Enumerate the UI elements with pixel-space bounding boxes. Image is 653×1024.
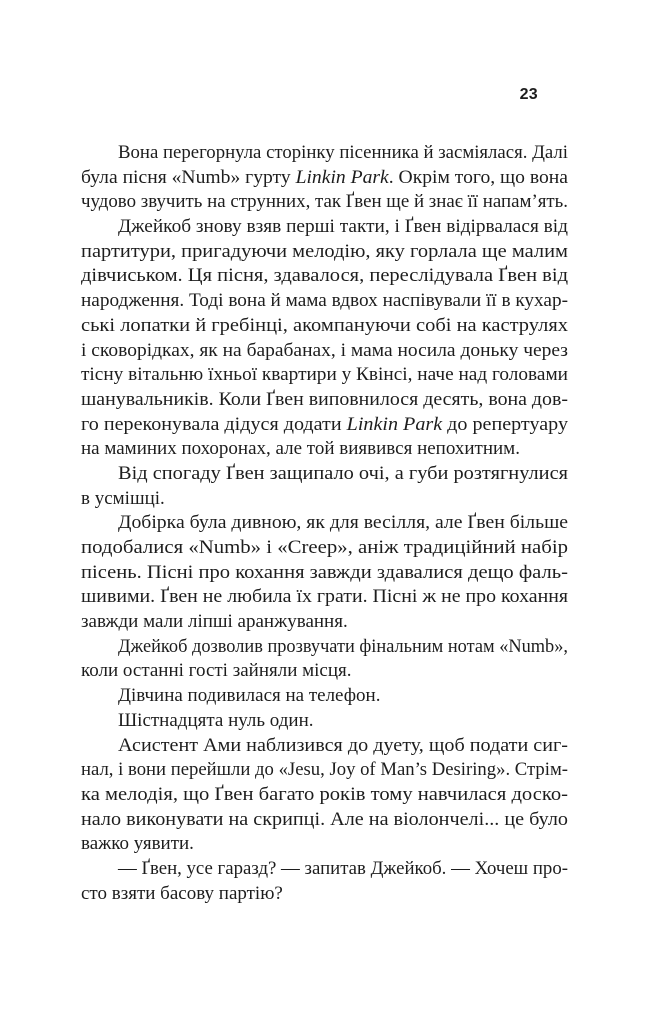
text-line — [81, 339, 568, 364]
text-line-content — [118, 462, 568, 487]
text-line — [81, 289, 568, 314]
text-segment: Добірка була дивною, як для весілля, але Ґвен більше — [118, 512, 568, 534]
text-line — [81, 190, 568, 215]
text-line — [81, 758, 568, 783]
text-line — [81, 832, 568, 857]
text-line — [81, 857, 568, 882]
text-line-content — [81, 487, 165, 512]
text-line — [81, 561, 568, 586]
text-line-content — [81, 758, 568, 783]
paragraph — [81, 141, 568, 215]
paragraph — [81, 857, 568, 906]
text-segment: Асистент Ами наблизився до дуету, щоб подати сиг- — [118, 734, 568, 756]
text-line — [81, 437, 568, 462]
text-segment: нало виконувати на скрипці. Але на віолончелі... це було — [81, 808, 568, 830]
paragraph — [81, 684, 568, 709]
italic-text-segment: Linkin Park — [346, 413, 443, 435]
text-line — [81, 487, 568, 512]
text-line — [81, 635, 568, 660]
text-line-content — [81, 363, 568, 388]
text-line — [81, 783, 568, 808]
text-line-content — [81, 561, 568, 586]
text-line-content — [81, 808, 568, 833]
text-segment: Джейкоб дозволив прозвучати фінальним нотам «Numb», — [118, 635, 568, 657]
text-segment: шивими. Ґвен не любила їх грати. Пісні ж не про кохання — [81, 586, 568, 608]
text-segment: на маминих похоронах, але той виявився непохитним. — [81, 438, 520, 460]
text-segment: народження. Тоді вона й мама вдвох наспівували її в кухар- — [81, 290, 568, 312]
text-segment: сто взяти басову партію? — [81, 882, 283, 904]
paragraph — [81, 215, 568, 462]
text-segment: завжди мали ліпші аранжування. — [81, 611, 348, 633]
text-segment: го переконувала дідуся додати — [81, 413, 347, 435]
text-segment: і сковорідках, як на барабанах, і мама носила доньку через — [81, 339, 568, 361]
text-line-content — [81, 314, 568, 339]
text-segment: в усмішці. — [81, 487, 165, 509]
text-line — [81, 734, 568, 759]
text-line-content — [81, 882, 283, 907]
text-segment: шанувальників. Коли Ґвен виповнилося десять, вона дов- — [81, 388, 568, 410]
text-line — [81, 882, 568, 907]
paragraph — [81, 635, 568, 684]
text-segment: — Ґвен, усе гаразд? — запитав Джейкоб. — Хочеш про- — [118, 857, 568, 879]
text-segment: . Окрім того, що вона — [388, 166, 568, 188]
text-line — [81, 659, 568, 684]
text-line-content — [118, 511, 568, 536]
text-line — [81, 585, 568, 610]
text-line — [81, 314, 568, 339]
text-segment: важко уявити. — [81, 833, 194, 855]
text-segment: коли останні гості зайняли місця. — [81, 660, 352, 682]
text-line — [81, 511, 568, 536]
text-line — [81, 536, 568, 561]
text-segment: була пісня «Numb» гурту — [81, 166, 296, 188]
text-line-content — [81, 783, 568, 808]
paragraph — [81, 709, 568, 734]
text-line-content — [118, 141, 568, 166]
page-text — [81, 141, 568, 906]
text-line-content — [81, 437, 520, 462]
text-line — [81, 363, 568, 388]
text-line-content — [81, 190, 568, 215]
text-line — [81, 240, 568, 265]
text-segment: подобалися «Numb» і «Creep», аніж традиційний набір — [81, 537, 568, 558]
text-segment: Шістнадцята нуль один. — [118, 709, 314, 731]
text-line — [81, 413, 568, 438]
text-segment: Джейкоб знову взяв перші такти, і Ґвен відірвалася від — [118, 216, 568, 238]
text-line — [81, 388, 568, 413]
text-line-content — [81, 585, 568, 610]
text-segment: Вона перегорнула сторінку пісенника й засміялася. Далі — [118, 142, 568, 163]
page-number: 23 — [519, 86, 538, 103]
text-line-content — [81, 264, 568, 289]
text-segment: нал, і вони перейшли до «Jesu, Joy of Man’s Desiring». Стрім- — [81, 759, 568, 781]
text-line-content — [81, 339, 568, 364]
text-segment: ка мелодія, що Ґвен багато років тому навчилася доско- — [81, 783, 568, 805]
text-line-content — [118, 684, 380, 709]
text-segment: тісну вітальню їхньої квартири у Квінсі, наче над головами — [81, 364, 568, 386]
text-line-content — [81, 166, 568, 191]
text-line-content — [81, 289, 568, 314]
text-line — [81, 684, 568, 709]
text-line — [81, 610, 568, 635]
text-line — [81, 141, 568, 166]
text-line — [81, 166, 568, 191]
text-line-content — [118, 215, 568, 240]
text-segment: дівчиськом. Ця пісня, здавалося, переслідувала Ґвен від — [81, 265, 568, 287]
text-line-content — [81, 610, 348, 635]
text-line-content — [118, 857, 568, 882]
text-segment: ські лопатки й гребінці, акомпануючи собі на каструлях — [81, 314, 568, 336]
text-line — [81, 808, 568, 833]
text-line — [81, 709, 568, 734]
text-segment: пісень. Пісні про кохання завжди здавалися дещо фаль- — [81, 561, 568, 583]
text-line-content — [81, 832, 194, 857]
text-segment: Дівчина подивилася на телефон. — [118, 685, 381, 707]
text-line-content — [81, 536, 568, 561]
text-line — [81, 215, 568, 240]
text-segment: Від спогаду Ґвен защипало очі, а губи розтягнулися — [118, 462, 568, 484]
paragraph — [81, 511, 568, 634]
text-segment: до репертуару — [442, 413, 568, 435]
italic-text-segment: Linkin Park — [295, 166, 389, 188]
text-line-content — [118, 709, 314, 734]
text-segment: чудово звучить на струнних, так Ґвен ще й знає її напам’ять. — [81, 191, 568, 213]
text-line-content — [81, 240, 568, 265]
text-line — [81, 462, 568, 487]
text-segment: партитури, пригадуючи мелодію, яку горлала ще малим — [81, 240, 568, 262]
paragraph — [81, 734, 568, 857]
text-line — [81, 264, 568, 289]
text-line-content — [118, 635, 568, 660]
text-line-content — [81, 388, 568, 413]
paragraph — [81, 462, 568, 511]
text-line-content — [118, 734, 568, 759]
text-line-content — [81, 413, 568, 438]
text-line-content — [81, 659, 352, 684]
